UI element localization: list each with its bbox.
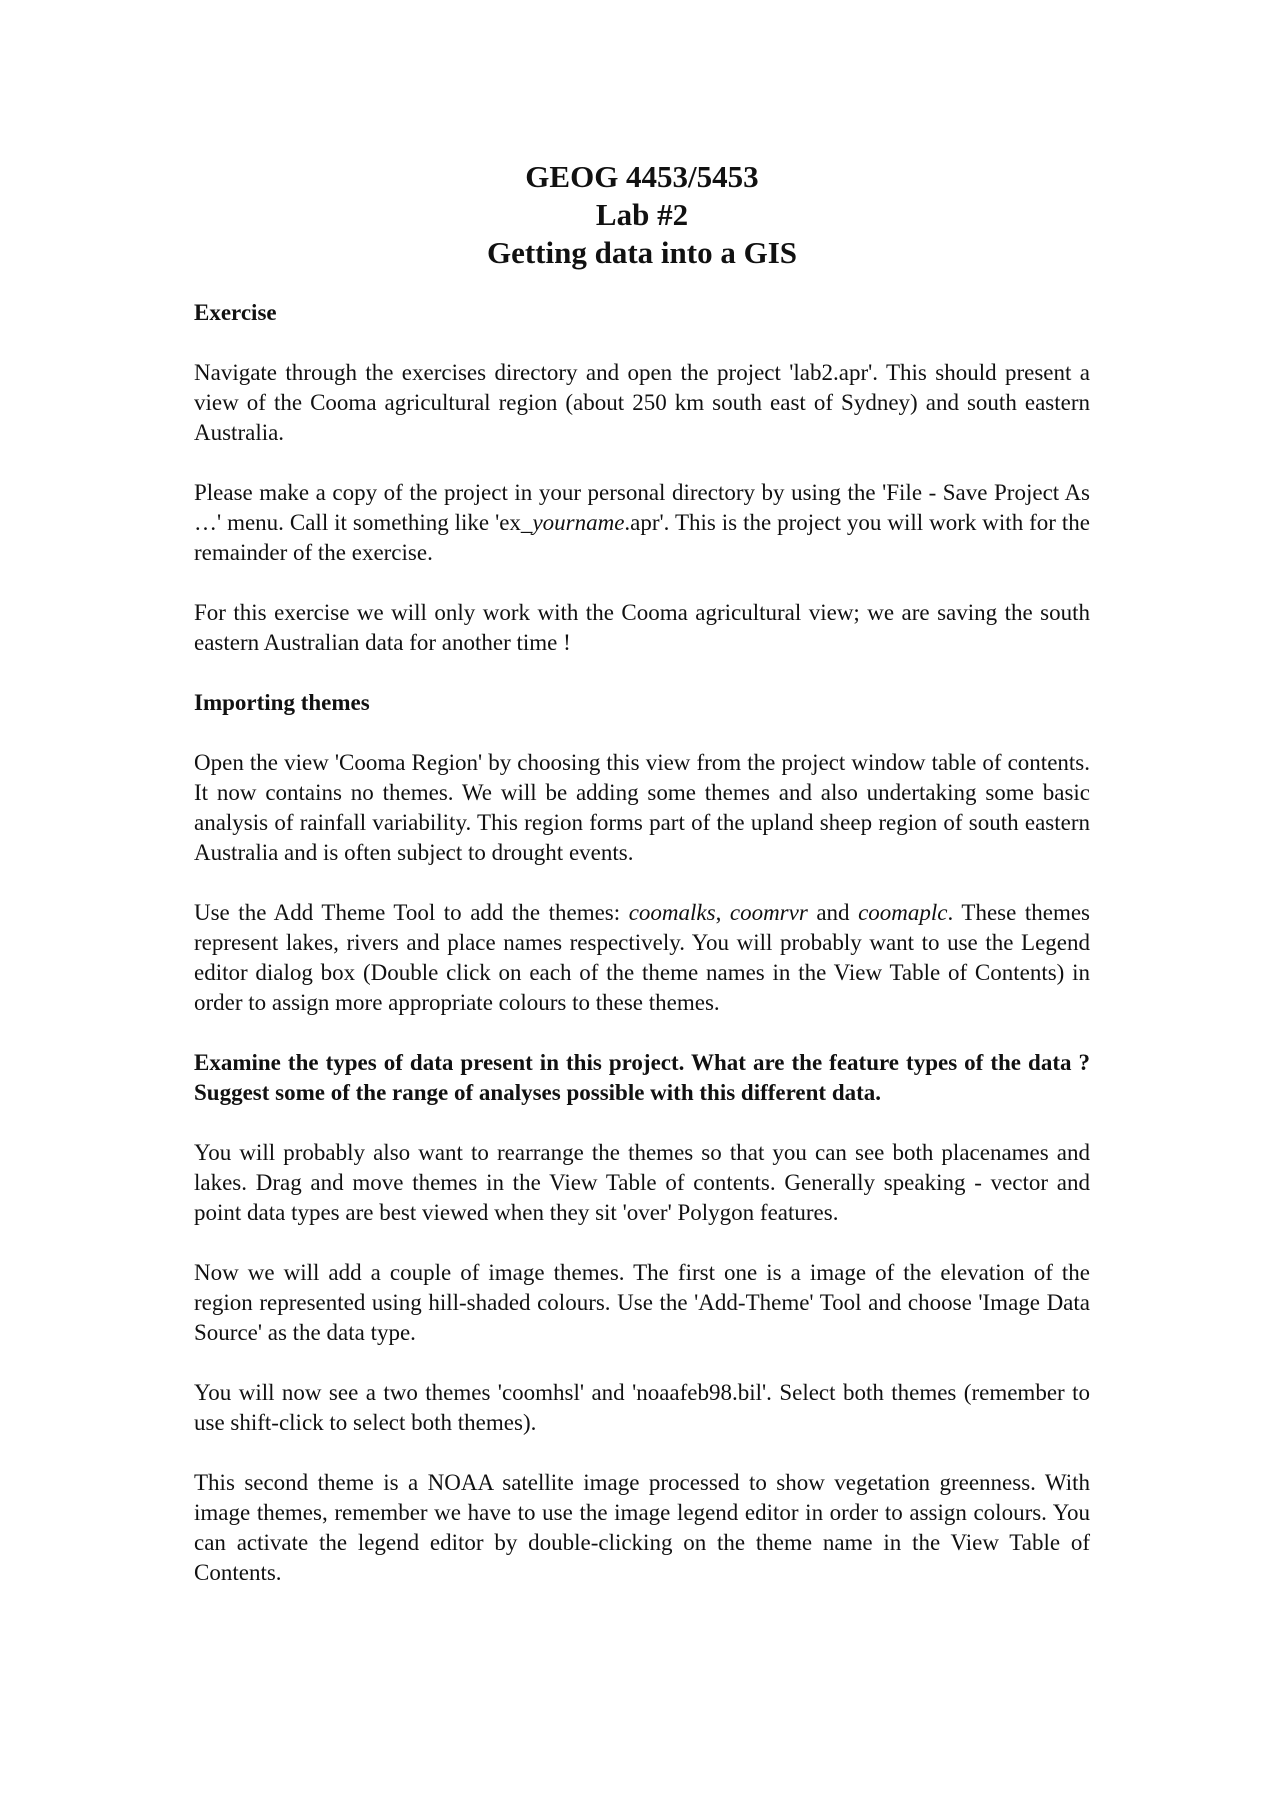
importing-p2-sep-1: ,: [715, 900, 730, 925]
exercise-p2-text-a: Please make a copy of the project in your personal directory by using the 'File - Save Project As …' menu. Call it something like 'ex_: [194, 480, 1090, 535]
exercise-paragraph-3: For this exercise we will only work with the Cooma agricultural view; we are saving the south eastern Australian data for another time !: [194, 600, 1090, 655]
importing-paragraph-5: Now we will add a couple of image themes. The first one is a image of the elevation of the region represented using hill-shaded colours. Use the 'Add-Theme' Tool and choose 'Image Data Source' as the data type.: [194, 1260, 1090, 1345]
theme-name-coomaplc: coomaplc: [858, 900, 948, 925]
exercise-p2-text-b: .apr'. This is the project you will work with for the remainder of the exercise.: [194, 510, 1090, 565]
exercise-paragraph-1: Navigate through the exercises directory and open the project 'lab2.apr'. This should present a view of the Cooma agricultural region (about 250 km south east of Sydney) and south eastern Australia.: [194, 360, 1090, 445]
importing-p2-text-a: Use the Add Theme Tool to add the themes:: [194, 900, 629, 925]
lab-number: Lab #2: [595, 197, 689, 232]
importing-paragraph-6: You will now see a two themes 'coomhsl' and 'noaafeb98.bil'. Select both themes (remember to use shift-click to select both themes).: [194, 1380, 1090, 1435]
importing-p2-text-b: . These themes represent lakes, rivers and place names respectively. You will probably want to use the Legend editor dialog box (Double click on each of the theme names in the View Table of Contents) in order to assign more appropriate colours to these themes.: [194, 900, 1090, 1015]
exercise-heading: Exercise: [194, 300, 277, 325]
importing-themes-heading: Importing themes: [194, 690, 370, 715]
exercise-paragraph-2: [194, 478, 1090, 568]
importing-paragraph-4: You will probably also want to rearrange the themes so that you can see both placenames and lakes. Drag and move themes in the View Table of contents. Generally speaking - vector and point data types are best viewed when they sit 'over' Polygon features.: [194, 1140, 1090, 1225]
importing-paragraph-1: Open the view 'Cooma Region' by choosing this view from the project window table of contents. It now contains no themes. We will be adding some themes and also undertaking some basic analysis of rainfall variability. This region forms part of the upland sheep region of south eastern Australia and is often subject to drought events.: [194, 750, 1090, 865]
exercise-p2-italic: yourname: [532, 510, 625, 535]
importing-paragraph-2: [194, 898, 1090, 1018]
importing-paragraph-7: This second theme is a NOAA satellite image processed to show vegetation greenness. With image themes, remember we have to use the image legend editor in order to assign colours. You can activate the legend editor by double-clicking on the theme name in the View Table of Contents.: [194, 1470, 1090, 1585]
importing-p2-sep-2: and: [807, 900, 859, 925]
importing-question: Examine the types of data present in this project. What are the feature types of the data ? Suggest some of the range of analyses possible with this different data.: [194, 1050, 1090, 1105]
theme-name-coomrvr: coomrvr: [729, 900, 808, 925]
title-block: [194, 158, 1090, 272]
course-code: GEOG 4453/5453: [525, 159, 759, 194]
theme-name-coomalks: coomalks: [628, 900, 716, 925]
lab-subtitle: Getting data into a GIS: [486, 235, 798, 270]
document-page: [194, 0, 1090, 1588]
